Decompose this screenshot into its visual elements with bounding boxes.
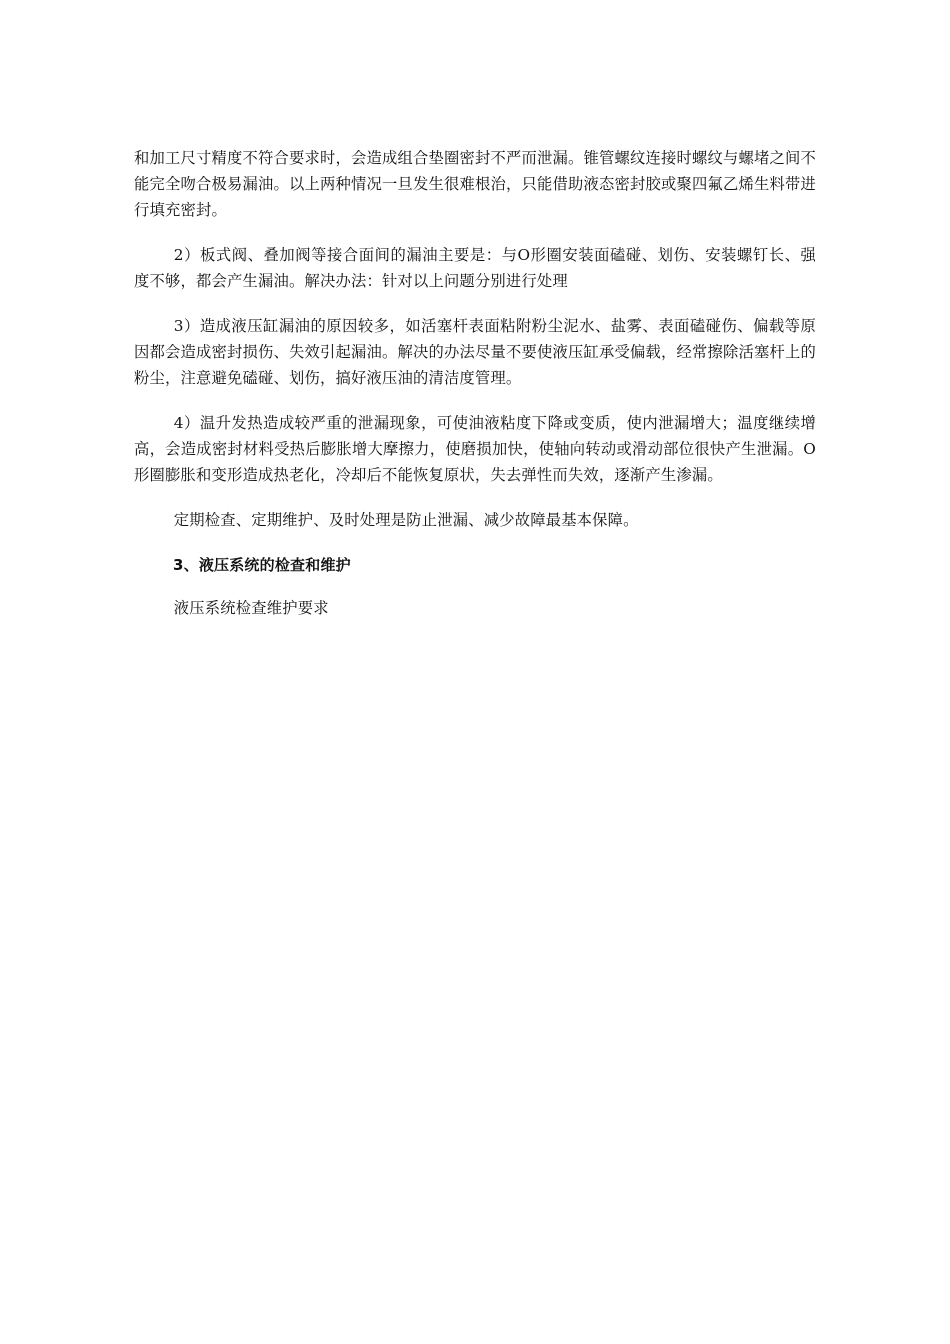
paragraph-valve-leakage: 2）板式阀、叠加阀等接合面间的漏油主要是：与O形圈安装面磕碰、划伤、安装螺钉长、强度不够，都会产生漏油。解决办法：针对以上问题分别进行处理: [134, 246, 816, 290]
paragraph-leakage-fittings: 和加工尺寸精度不符合要求时，会造成组合垫圈密封不严而泄漏。锥管螺纹连接时螺纹与螺堵之间不能完全吻合极易漏油。以上两种情况一旦发生很难根治，只能借助液态密封胶或聚四氟乙烯生料带进行填充密封。: [134, 149, 816, 219]
document-body: [134, 145, 816, 621]
paragraph-inspection-requirements: 液压系统检查维护要求: [173, 599, 329, 617]
paragraph-temperature-leakage: 4）温升发热造成较严重的泄漏现象，可使油液粘度下降或变质，使内泄漏增大；温度继续增高，会造成密封材料受热后膨胀增大摩擦力，使磨损加快，使轴向转动或滑动部位很快产生泄漏。O形圈膨胀和变形造成热老化，冷却后不能恢复原状，失去弹性而失效，逐渐产生渗漏。: [134, 414, 816, 484]
paragraph-cylinder-leakage: 3）造成液压缸漏油的原因较多，如活塞杆表面粘附粉尘泥水、盐雾、表面磕碰伤、偏载等原因都会造成密封损伤、失效引起漏油。解决的办法尽量不要使液压缸承受偏载，经常擦除活塞杆上的粉尘，注意避免磕碰、划伤，搞好液压油的清洁度管理。: [134, 317, 816, 387]
paragraph-maintenance-summary: 定期检查、定期维护、及时处理是防止泄漏、减少故障最基本保障。: [173, 511, 639, 529]
section-heading: 3、液压系统的检查和维护: [173, 556, 351, 574]
